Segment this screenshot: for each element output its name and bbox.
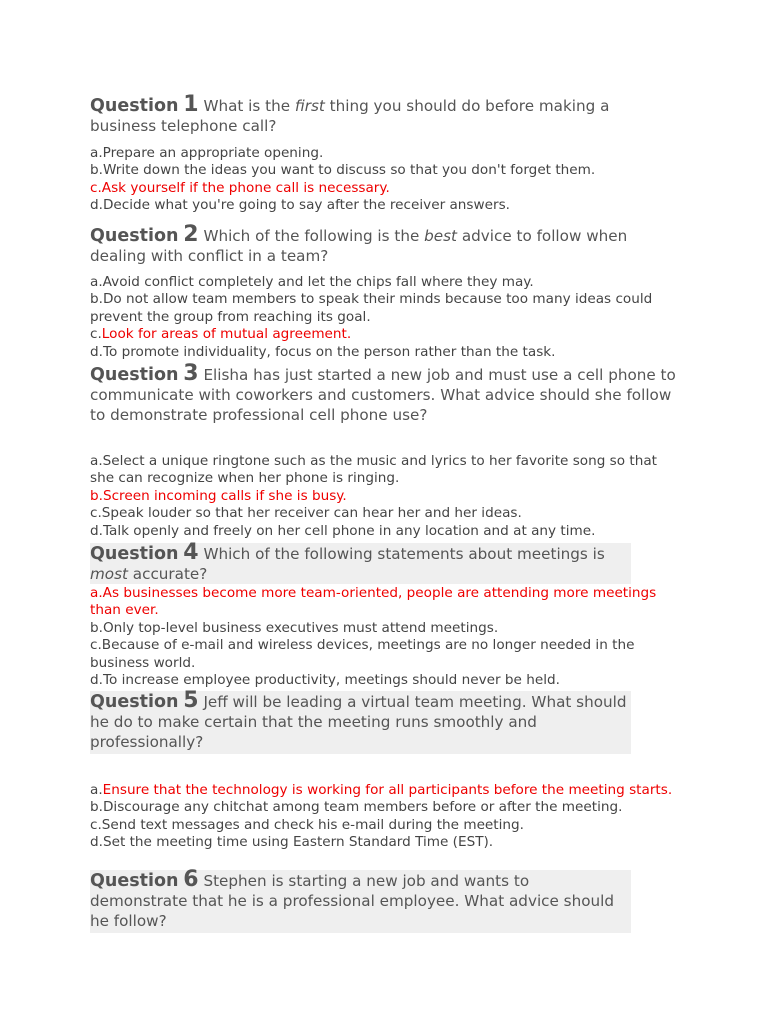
question-2-prompt (90, 222, 650, 266)
answer-prefix: b. (90, 619, 103, 636)
answer-list (90, 145, 680, 215)
answer-prefix: c. (90, 505, 102, 522)
question-text-end: advice to follow when dealing with conflict in a team? (90, 227, 628, 265)
answer-text: Write down the ideas you want to discuss so that you don't forget them. (102, 162, 596, 179)
answer-text: Do not allow team members to speak their minds because too many ideas could prevent the group from reaching its goal. (90, 291, 653, 325)
question-3 (90, 361, 680, 540)
question-number: 5 (183, 688, 199, 713)
question-1-prompt (90, 92, 635, 136)
answer-list (90, 782, 680, 852)
question-2 (90, 222, 680, 361)
question-6 (90, 867, 680, 933)
answer-text: Speak louder so that her receiver can hear her and her ideas. (101, 505, 522, 522)
answer-prefix: c. (90, 637, 102, 654)
answer-text: Avoid conflict completely and let the chips fall where they may. (102, 274, 534, 290)
question-text-end: thing you should do before making a business telephone call? (90, 97, 610, 135)
answer-prefix: a. (90, 274, 103, 290)
answer-text: Only top-level business executives must attend meetings. (102, 619, 499, 636)
answer-text: Discourage any chitchat among team members before or after the meeting. (102, 799, 623, 816)
answer-prefix: b. (90, 291, 103, 308)
answer-prefix: b. (90, 799, 103, 816)
question-3-prompt (90, 361, 680, 425)
answer-prefix: a. (90, 145, 103, 161)
answer-prefix: a. (90, 782, 103, 798)
answer-prefix: c. (90, 326, 102, 343)
question-number: 4 (183, 540, 199, 565)
answer-list (90, 453, 680, 540)
question-number: 2 (183, 222, 199, 247)
question-number: 6 (183, 867, 199, 892)
answer-b (90, 291, 680, 326)
answer-b (90, 799, 680, 816)
answer-d (90, 672, 680, 689)
question-text: What is the (203, 97, 295, 115)
answer-prefix: a. (90, 453, 103, 469)
question-text: Jeff will be leading a virtual team meeting. What should he do to make certain that the meeting runs smoothly and professionally? (90, 693, 627, 751)
answer-list (90, 585, 680, 689)
question-text: Stephen is starting a new job and wants to demonstrate that he is a professional employee. What advice should he follow? (90, 872, 614, 930)
answer-text: Ask yourself if the phone call is necessary. (101, 179, 390, 196)
answer-c (90, 817, 680, 834)
question-label: Question (90, 96, 179, 116)
answer-b (90, 620, 680, 637)
answer-text: Send text messages and check his e-mail during the meeting. (101, 816, 524, 833)
question-text: Elisha has just started a new job and must use a cell phone to communicate with coworkers and customers. What advice should she follow to demonstrate professional cell phone use? (90, 366, 676, 424)
question-text-end: accurate? (127, 565, 208, 583)
answer-c-correct (90, 326, 680, 343)
answer-text: Prepare an appropriate opening. (102, 145, 324, 161)
answer-prefix: a. (90, 585, 103, 601)
answer-prefix: d. (90, 834, 103, 851)
question-label: Question (90, 226, 179, 246)
answer-c (90, 505, 680, 522)
question-4-prompt (90, 540, 631, 584)
answer-list (90, 274, 680, 361)
question-label: Question (90, 692, 179, 712)
question-number: 3 (183, 361, 199, 386)
answer-c (90, 637, 680, 672)
answer-text: Ensure that the technology is working for all participants before the meeting starts. (102, 782, 673, 798)
answer-prefix: c. (90, 179, 102, 196)
answer-prefix: d. (90, 522, 103, 539)
answer-a-correct (90, 585, 680, 620)
answer-text: Decide what you're going to say after the receiver answers. (102, 197, 510, 214)
question-label: Question (90, 871, 179, 891)
answer-d (90, 834, 680, 851)
answer-text: Look for areas of mutual agreement. (101, 326, 352, 343)
answer-text: To promote individuality, focus on the person rather than the task. (102, 343, 556, 360)
question-5 (90, 688, 680, 852)
answer-text: Screen incoming calls if she is busy. (102, 487, 347, 504)
answer-a (90, 145, 680, 162)
question-label: Question (90, 365, 179, 385)
question-6-prompt (90, 867, 631, 933)
answer-text: Because of e-mail and wireless devices, meetings are no longer needed in the business world. (90, 637, 635, 671)
answer-c-correct (90, 180, 680, 197)
answer-d (90, 197, 680, 214)
question-emphasis: first (294, 97, 325, 115)
answer-prefix: d. (90, 672, 103, 689)
answer-prefix: c. (90, 816, 102, 833)
answer-prefix: d. (90, 197, 103, 214)
answer-d (90, 344, 680, 361)
answer-text: As businesses become more team-oriented, people are attending more meetings than ever. (90, 585, 657, 619)
question-1 (90, 92, 680, 215)
answer-b-correct (90, 488, 680, 505)
answer-text: Set the meeting time using Eastern Standard Time (EST). (102, 834, 494, 851)
question-4 (90, 540, 680, 689)
question-5-prompt (90, 688, 631, 754)
question-label: Question (90, 544, 179, 564)
answer-text: Talk openly and freely on her cell phone in any location and at any time. (102, 522, 596, 539)
answer-a (90, 453, 680, 488)
question-emphasis: best (424, 227, 457, 245)
answer-b (90, 162, 680, 179)
question-number: 1 (183, 92, 199, 117)
answer-a (90, 274, 680, 291)
question-emphasis: most (90, 565, 128, 583)
answer-d (90, 523, 680, 540)
answer-prefix: d. (90, 343, 103, 360)
answer-a-correct (90, 782, 680, 799)
answer-prefix: b. (90, 487, 103, 504)
answer-text: Select a unique ringtone such as the music and lyrics to her favorite song so that she can recognize when her phone is ringing. (90, 453, 658, 487)
answer-text: To increase employee productivity, meetings should never be held. (102, 672, 560, 689)
question-text: Which of the following statements about meetings is (203, 545, 605, 563)
question-text: Which of the following is the (203, 227, 425, 245)
answer-prefix: b. (90, 162, 103, 179)
